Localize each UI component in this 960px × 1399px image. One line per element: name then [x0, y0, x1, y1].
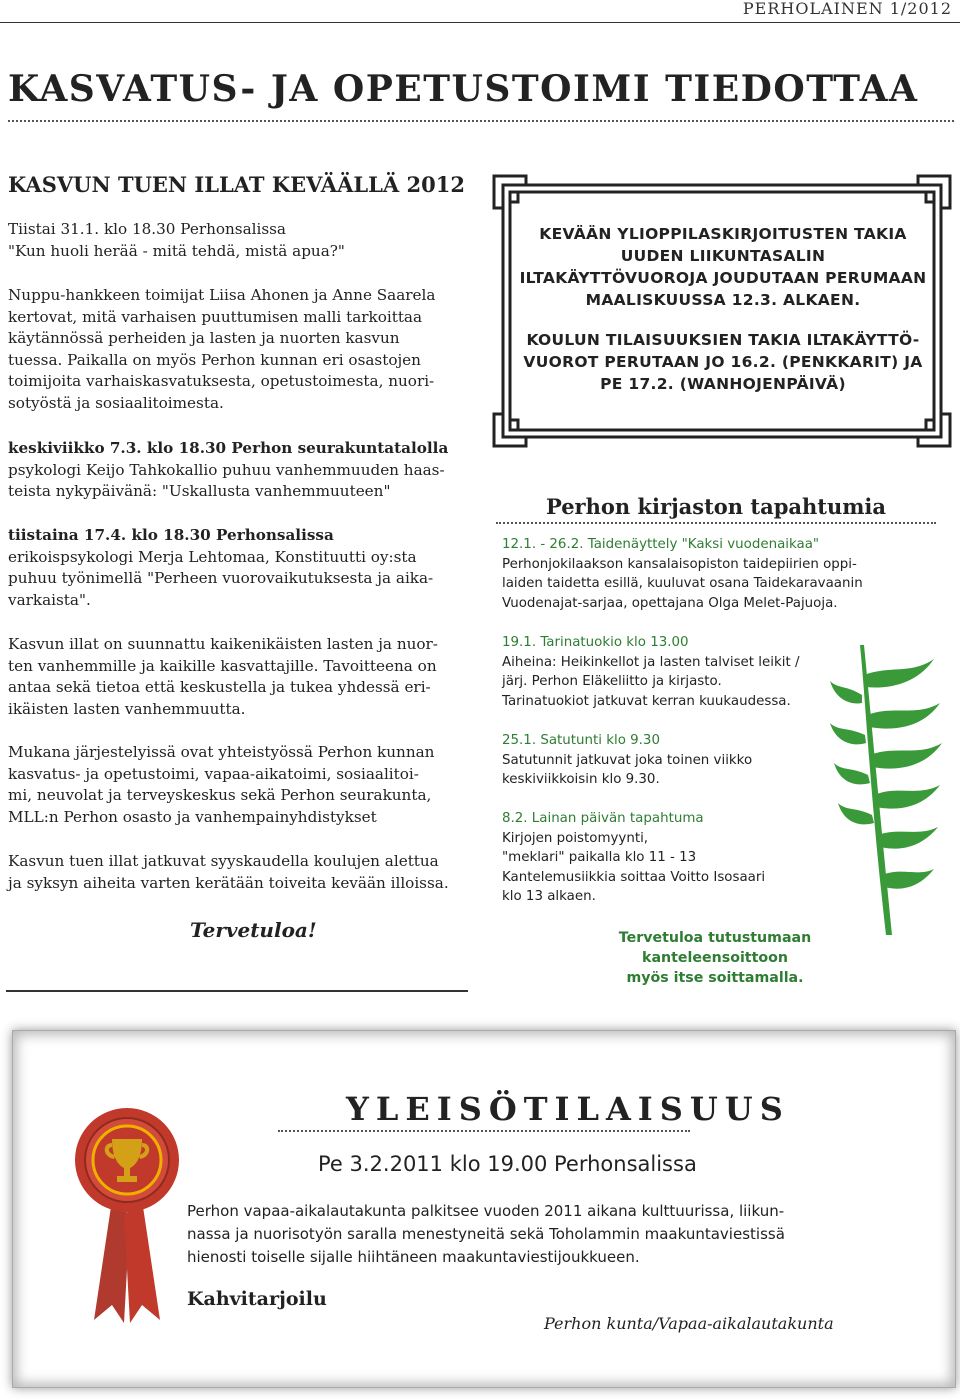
library-item	[502, 535, 932, 613]
text-line: tuessa. Paikalla on myös Perhon kunnan eri osastojen	[8, 350, 421, 369]
paragraph-target	[8, 634, 478, 720]
text-line: Kasvun illat on suunnattu kaikenikäisten lasten ja nuor-	[8, 635, 438, 653]
text-line: laiden taidetta esillä, kuuluvat osana Taidekaravaanin	[502, 576, 863, 591]
text-line: sotyöstä ja sosiaalitoimesta.	[8, 393, 224, 412]
library-title: Perhon kirjaston tapahtumia	[545, 494, 887, 519]
notice-line: KEVÄÄN YLIOPPILASKIRJOITUSTEN TAKIA	[539, 225, 907, 243]
text-line: puhuu työnimellä "Perheen vuorovaikutuksesta ja aika-	[8, 569, 434, 587]
cta-line: kanteleensoittoon	[642, 950, 788, 966]
text-line: psykologi Keijo Tahkokallio puhuu vanhemmuuden haas-	[8, 460, 445, 479]
text-line: Kirjojen poistomyynti,	[502, 830, 649, 846]
text-line: järj. Perhon Eläkeliitto ja kirjasto.	[502, 674, 722, 689]
title-divider	[8, 120, 954, 122]
page-title: KASVATUS- JA OPETUSTOIMI TIEDOTTAA	[8, 68, 919, 110]
section-rule	[6, 990, 468, 992]
text-line: Perhon vapaa-aikalautakunta palkitsee vuoden 2011 aikana kulttuurissa, liikun-	[187, 1202, 785, 1220]
cta-line: myös itse soittamalla.	[626, 970, 804, 986]
library-item-date: 12.1. - 26.2. Taidenäyttely "Kaksi vuodenaikaa"	[502, 537, 820, 552]
text-line: varkaista".	[8, 590, 91, 609]
library-divider	[496, 522, 936, 524]
text-line: Perhonjokilaakson kansalaisopiston taidepiirien oppi-	[502, 556, 857, 572]
section-heading: KASVUN TUEN ILLAT KEVÄÄLLÄ 2012	[8, 172, 465, 197]
text-line: ikäisten lasten vanhemmuutta.	[8, 699, 246, 718]
library-item-date: 25.1. Satutunti klo 9.30	[502, 733, 660, 748]
event-1	[8, 219, 478, 262]
paragraph-partners	[8, 742, 478, 828]
event-line: "Kun huoli herää - mitä tehdä, mistä apua?"	[8, 241, 345, 260]
award-title: YLEISÖTILAISUUS	[346, 1090, 790, 1128]
text-line: käytännössä perheiden ja lasten ja nuorten kasvun	[8, 329, 400, 347]
text-line: klo 13 alkaen.	[502, 889, 596, 904]
cta-line: Tervetuloa tutustumaan	[618, 930, 812, 946]
text-line: antaa sekä tietoa että keskustella ja tukea yhdessä eri-	[8, 678, 431, 696]
welcome-text: Tervetuloa!	[190, 918, 317, 942]
text-line: kasvatus- ja opetustoimi, vapaa-aikatoimi, sosiaalitoi-	[8, 764, 419, 783]
notice-line: UUDEN LIIKUNTASALIN	[620, 247, 826, 265]
text-line: erikoispsykologi Merja Lehtomaa, Konstituutti oy:sta	[8, 547, 417, 566]
event-description	[8, 285, 478, 414]
spacer	[512, 311, 934, 329]
event-title: keskiviikko 7.3. klo 18.30 Perhon seurakuntatalolla	[8, 439, 449, 457]
text-line: toimijoita varhaiskasvatuksesta, opetustoimesta, nuori-	[8, 372, 435, 390]
text-line: "meklari" paikalla klo 11 - 13	[502, 850, 697, 865]
trophy-rosette-icon	[72, 1105, 182, 1325]
coffee-notice: Kahvitarjoilu	[187, 1288, 327, 1310]
text-line: kertovat, mitä varhaisen puuttumisen malli tarkoittaa	[8, 307, 423, 326]
fern-ornament	[830, 645, 945, 935]
award-subtitle: Pe 3.2.2011 klo 19.00 Perhonsalissa	[318, 1152, 697, 1176]
event-title: tiistaina 17.4. klo 18.30 Perhonsalissa	[8, 526, 334, 544]
text-line: Satutunnit jatkuvat joka toinen viikko	[502, 752, 753, 768]
page-header	[0, 0, 960, 23]
text-line: hienosti toiselle sijalle hiihtäneen maakuntaviestijoukkueen.	[187, 1248, 640, 1266]
notice-line: MAALISKUUSSA 12.3. ALKAEN.	[585, 291, 861, 309]
text-line: ten vanhemmille ja kaikille kasvattajille. Tavoitteena on	[8, 656, 437, 675]
text-line: ja syksyn aiheita varten kerätään toiveita kevään illoissa.	[8, 873, 449, 892]
award-description	[187, 1200, 847, 1269]
text-line: Vuodenajat-sarjaa, opettajana Olga Melet-Pajuoja.	[502, 595, 838, 611]
text-line: keskiviikkoisin klo 9.30.	[502, 772, 660, 787]
library-item-date: 8.2. Lainan päivän tapahtuma	[502, 811, 704, 826]
notice-line: VUOROT PERUTAAN JO 16.2. (PENKKARIT) JA	[523, 353, 923, 371]
issue-label: PERHOLAINEN 1/2012	[742, 0, 952, 18]
notice-line: KOULUN TILAISUUKSIEN TAKIA ILTAKÄYTTÖ-	[526, 331, 920, 349]
text-line: MLL:n Perhon osasto ja vanhempainyhdistykset	[8, 807, 377, 826]
text-line: Tarinatuokiot jatkuvat kerran kuukaudessa.	[502, 693, 791, 709]
notice-line: PE 17.2. (WANHOJENPÄIVÄ)	[600, 375, 846, 393]
notice-line: ILTAKÄYTTÖVUOROJA JOUDUTAAN PERUMAAN	[519, 269, 927, 287]
text-line: mi, neuvolat ja terveyskeskus sekä Perhon seurakunta,	[8, 786, 432, 804]
signature: Perhon kunta/Vapaa-aikalautakunta	[544, 1314, 834, 1333]
library-item	[502, 809, 842, 907]
event-2	[8, 438, 478, 503]
text-line: teista nykypäivänä: "Uskallusta vanhemmuuteen"	[8, 482, 391, 500]
paragraph-autumn	[8, 851, 478, 894]
library-item-date: 19.1. Tarinatuokio klo 13.00	[502, 635, 689, 650]
library-cta	[600, 928, 830, 988]
event-title: Tiistai 31.1. klo 18.30 Perhonsalissa	[8, 220, 286, 238]
text-line: Kantelemusiikkia soittaa Voitto Isosaari	[502, 869, 766, 885]
text-line: Mukana järjestelyissä ovat yhteistyössä Perhon kunnan	[8, 743, 435, 761]
text-line: Aiheina: Heikinkellot ja lasten talviset leikit /	[502, 654, 800, 670]
text-line: nassa ja nuorisotyön saralla menestyneitä sekä Toholammin maakuntaviestissä	[187, 1225, 785, 1243]
text-line: Nuppu-hankkeen toimijat Liisa Ahonen ja Anne Saarela	[8, 286, 436, 304]
text-line: Kasvun tuen illat jatkuvat syyskaudella koulujen alettua	[8, 852, 439, 870]
award-divider	[278, 1130, 690, 1132]
event-3	[8, 525, 478, 611]
notice-text	[512, 223, 934, 395]
